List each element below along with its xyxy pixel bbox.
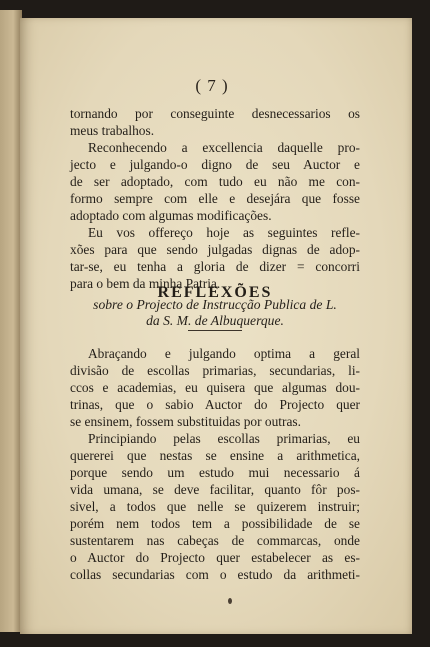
text-line: se ensinem, fossem substituidas por outras.: [70, 414, 301, 429]
text-line: tar-se, eu tenha a gloria de dizer = concorri: [70, 259, 360, 274]
text-line: porém nem todos tem a possibilidade de se: [70, 516, 360, 531]
text-line: para o bem da minha Patria.: [70, 276, 221, 291]
text-line: meus trabalhos.: [70, 123, 155, 138]
ink-mark: [228, 598, 232, 604]
previous-page-edge: [0, 10, 22, 632]
text-line: tornando por conseguinte desnecessarios os: [70, 106, 360, 121]
text-line: divisão de escollas primarias, secundarias, li-: [70, 363, 360, 378]
text-line: Reconhecendo a excellencia daquelle pro-: [88, 140, 360, 155]
text-line: xões para que sendo julgadas dignas de adop-: [70, 242, 360, 257]
section-subtitle: sobre o Projecto de Instrucção Publica de L.: [93, 297, 337, 312]
text-line: sivel, a todos que nelle se quizerem instruir;: [70, 499, 360, 514]
text-line: Abraçando e julgando optima a geral: [88, 346, 360, 361]
section-title: REFLEXÕES: [157, 284, 273, 301]
text-line: sustentarem nas cabeças de commarcas, onde: [70, 533, 360, 548]
text-line: o Auctor do Projecto quer estabelecer as es-: [70, 550, 360, 565]
text-line: porque sendo um estudo mui necessario á: [70, 465, 360, 480]
text-line: vida umana, se deve facilitar, quanto fôr pos-: [70, 482, 360, 497]
text-line: de ser adoptado, com tudo eu não me con-: [70, 174, 360, 189]
page-number: ( 7 ): [195, 76, 229, 95]
text-line: trinas, que o sabio Auctor do Projecto quer: [70, 397, 360, 412]
text-line: Eu vos offereço hoje as seguintes refle-: [88, 225, 360, 240]
text-line: collas secundarias com o estudo da arithmeti-: [70, 567, 360, 582]
section-subtitle: da S. M. de Albuquerque.: [146, 313, 284, 328]
text-line: formo sempre com elle e desejára que fosse: [70, 191, 360, 206]
text-line: quererei que nestas se ensine a arithmetica,: [70, 448, 360, 463]
text-line: ccos e academias, eu quisera que algumas dou-: [70, 380, 360, 395]
text-line: adoptado com algumas modificações.: [70, 208, 272, 223]
text-line: Principiando pelas escollas primarias, eu: [88, 431, 360, 446]
text-line: jecto e julgando-o digno de seu Auctor e: [70, 157, 360, 172]
section-divider: [188, 330, 242, 331]
